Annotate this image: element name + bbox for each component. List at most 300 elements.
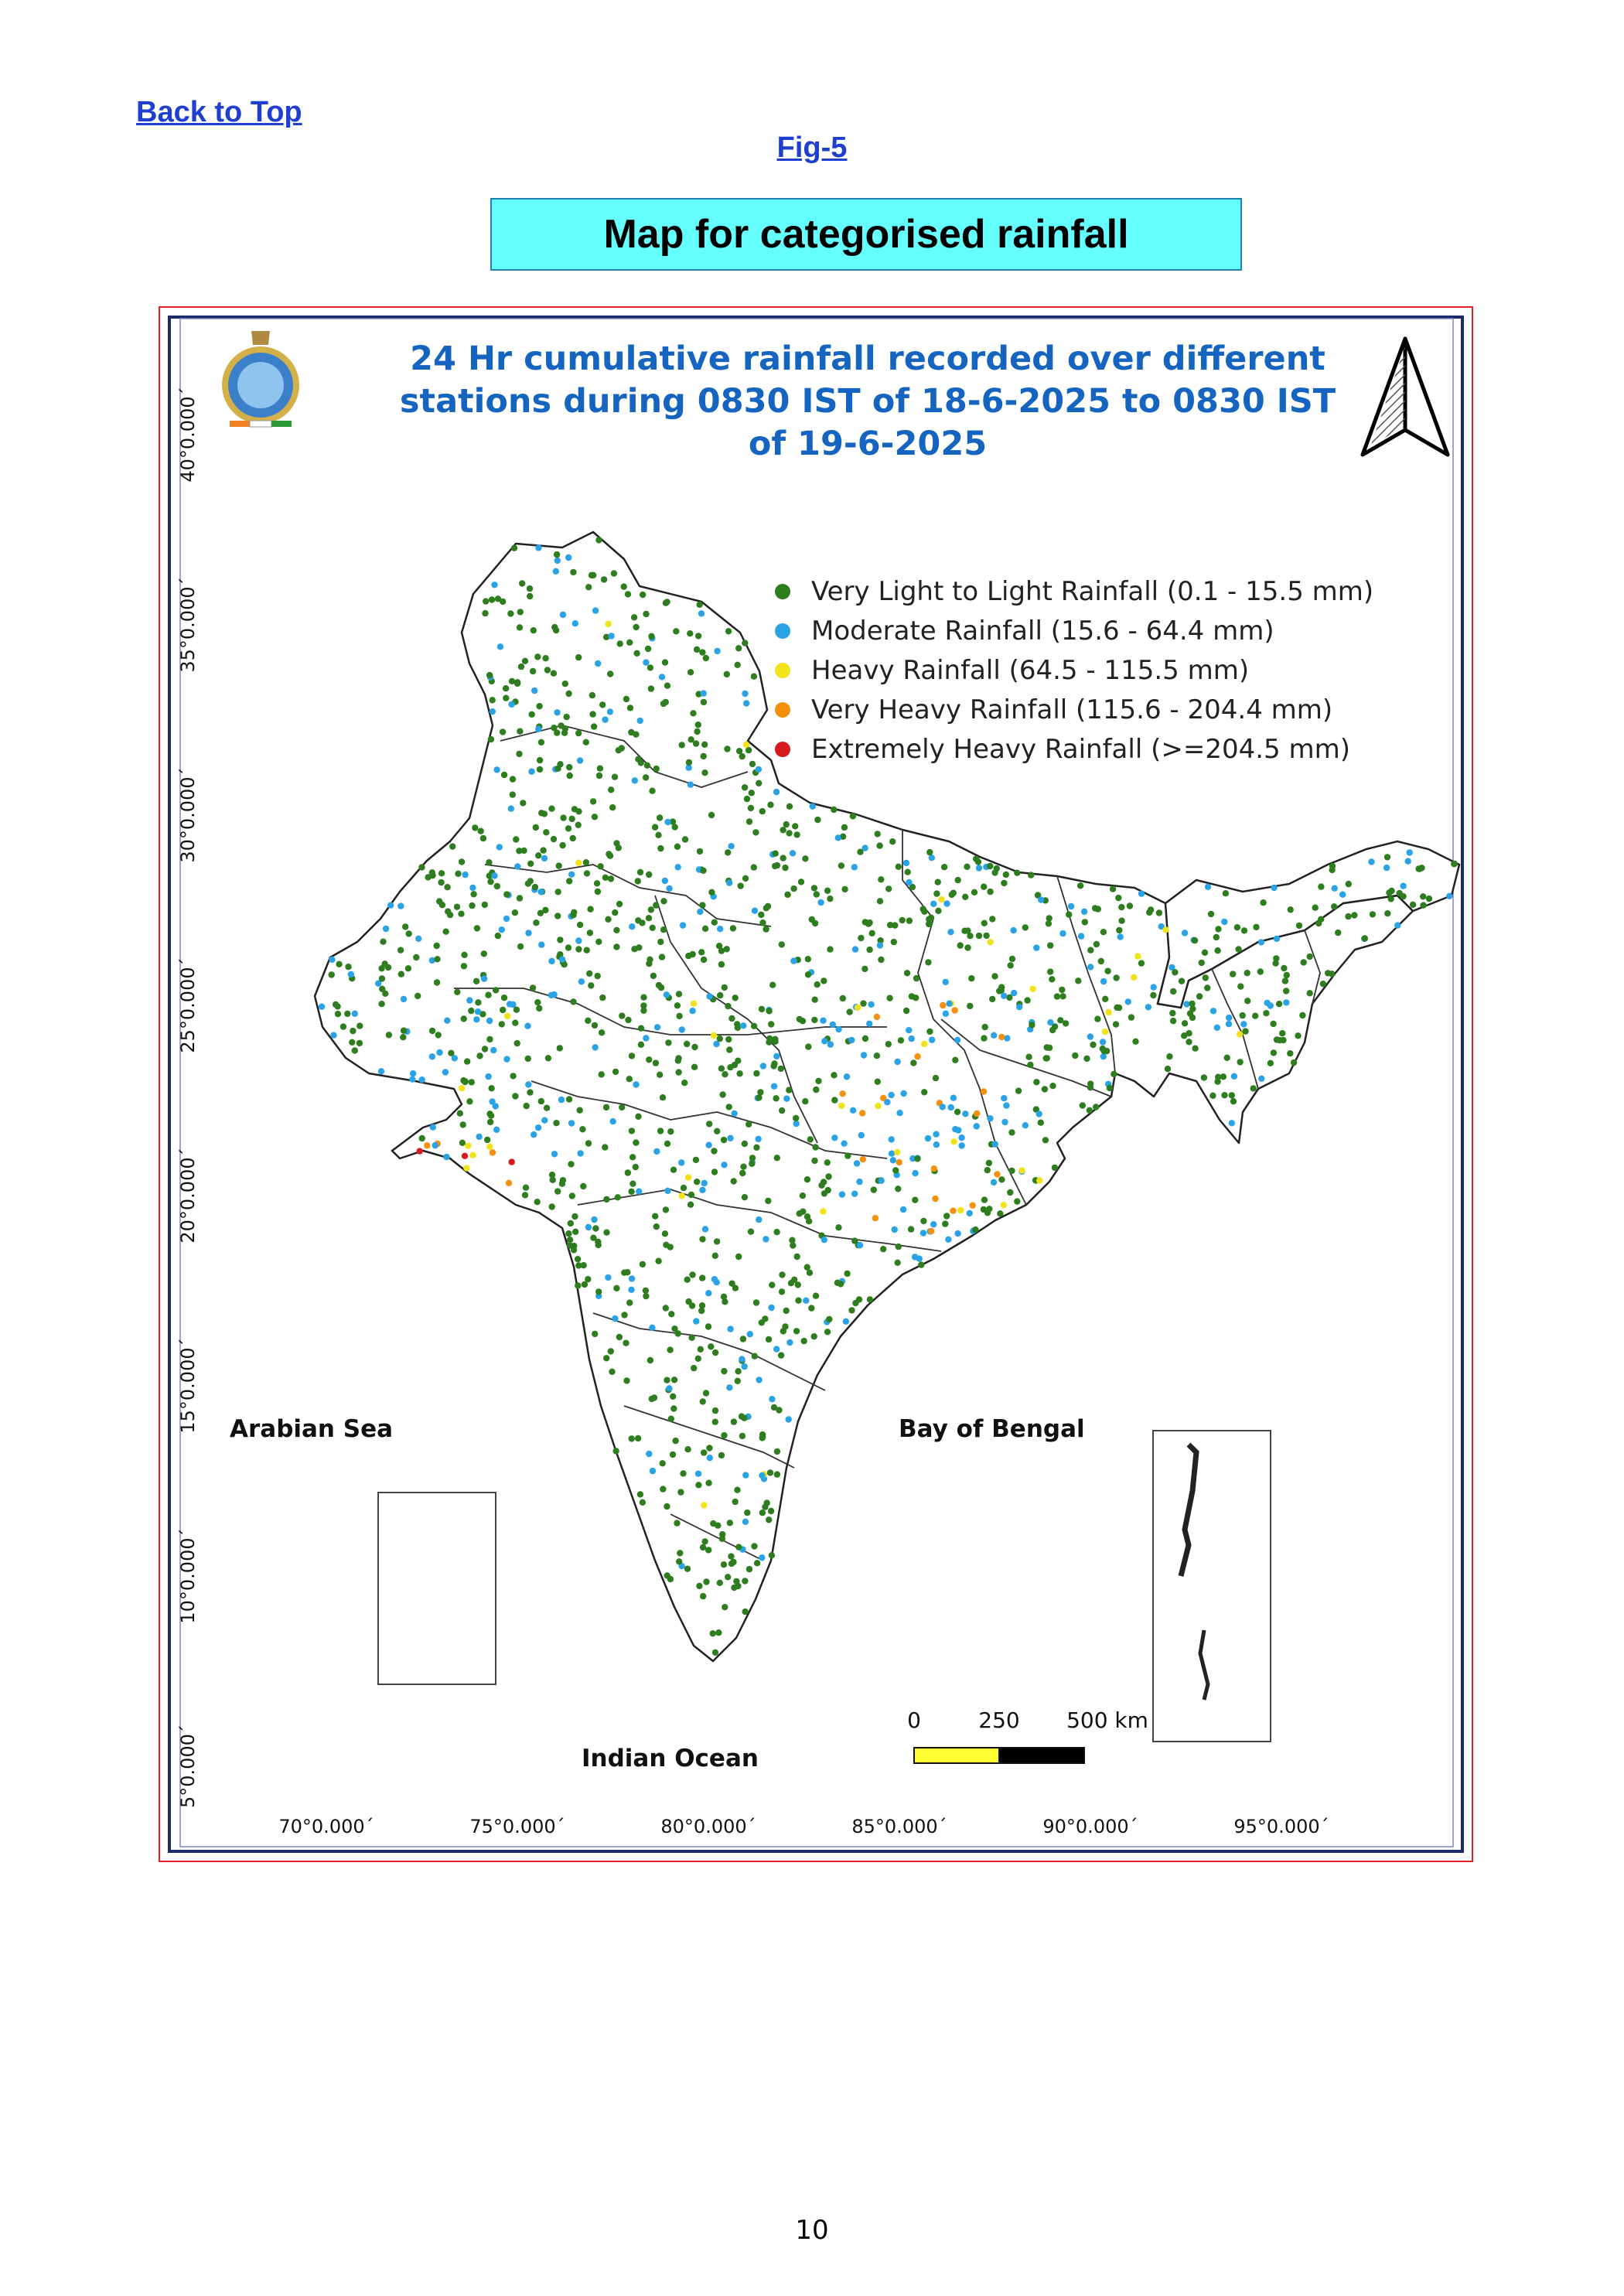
station-dot: [653, 902, 659, 908]
station-dot: [884, 1099, 890, 1105]
station-dot: [852, 1300, 858, 1306]
station-dot: [542, 655, 548, 661]
station-dot: [594, 880, 600, 886]
latitude-label: 10°0.000´: [177, 1528, 199, 1624]
station-dot: [1446, 893, 1452, 899]
station-dot: [508, 806, 514, 812]
station-dot: [940, 1002, 946, 1008]
station-dot: [688, 1192, 694, 1198]
station-dot: [906, 1027, 912, 1033]
station-dot: [514, 681, 520, 687]
station-dot: [747, 1331, 753, 1337]
station-dot: [850, 1107, 856, 1114]
station-dot: [740, 1022, 746, 1029]
station-dot: [567, 1242, 573, 1248]
station-dot: [877, 898, 883, 904]
station-dot: [1296, 923, 1302, 929]
station-dot: [429, 1053, 435, 1059]
station-dot: [597, 863, 603, 869]
station-dot: [481, 975, 487, 981]
station-dot: [1001, 1119, 1008, 1125]
station-dot: [566, 764, 572, 770]
station-dot: [681, 1185, 687, 1191]
station-dot: [1047, 968, 1053, 974]
station-dot: [774, 1155, 780, 1161]
station-dot: [1179, 978, 1185, 984]
station-dot: [462, 1153, 468, 1159]
station-dot: [967, 1003, 973, 1009]
station-dot: [734, 1021, 740, 1027]
station-dot: [736, 748, 742, 754]
station-dot: [1260, 899, 1266, 906]
station-dot: [744, 796, 750, 802]
station-dot: [514, 1040, 520, 1046]
scale-tick-250: 250: [978, 1708, 1020, 1733]
station-dot: [677, 1489, 684, 1495]
station-dot: [705, 1480, 711, 1486]
station-dot: [1008, 1129, 1015, 1135]
station-dot: [483, 598, 489, 604]
station-dot: [1287, 1050, 1293, 1056]
station-dot: [659, 674, 665, 680]
station-dot: [1182, 930, 1188, 936]
station-dot: [765, 1198, 771, 1204]
station-dot: [753, 1070, 759, 1076]
station-dot: [698, 610, 705, 616]
station-dot: [469, 1152, 476, 1158]
station-dot: [517, 728, 523, 735]
station-dot: [983, 933, 989, 939]
station-dot: [844, 1073, 850, 1080]
station-dot: [616, 747, 622, 753]
station-dot: [875, 1079, 881, 1085]
station-dot: [691, 1044, 698, 1050]
station-dot: [501, 994, 507, 1001]
station-dot: [1104, 968, 1111, 974]
station-dot: [640, 1499, 646, 1506]
station-dot: [676, 991, 682, 997]
station-dot: [820, 1208, 826, 1214]
station-dot: [839, 1191, 845, 1197]
station-dot: [517, 895, 523, 901]
station-dot: [759, 1554, 765, 1561]
station-dot: [643, 1035, 649, 1041]
station-dot: [826, 1316, 832, 1322]
station-dot: [1117, 933, 1124, 940]
station-dot: [904, 970, 910, 976]
latitude-label: 35°0.000´: [177, 577, 199, 673]
station-dot: [577, 757, 583, 763]
station-dot: [490, 708, 496, 715]
station-dot: [531, 1131, 537, 1138]
longitude-label: 80°0.000´: [660, 1816, 756, 1837]
station-dot: [559, 842, 565, 848]
longitude-label: 95°0.000´: [1233, 1816, 1329, 1837]
station-dot: [755, 1136, 761, 1142]
station-dot: [860, 1000, 866, 1006]
station-dot: [592, 607, 599, 613]
station-dot: [1223, 890, 1229, 896]
station-dot: [643, 1293, 649, 1299]
station-dot: [711, 919, 718, 926]
station-dot: [1156, 909, 1162, 916]
station-dot: [926, 1029, 933, 1035]
station-dot: [503, 891, 510, 897]
station-dot: [991, 973, 998, 979]
station-dot: [732, 1499, 739, 1505]
station-dot: [531, 627, 537, 633]
station-dot: [878, 876, 884, 882]
station-dot: [481, 950, 487, 957]
station-dot: [981, 1206, 987, 1213]
station-dot: [1081, 909, 1087, 915]
station-dot: [735, 645, 742, 651]
station-dot: [1276, 1001, 1282, 1007]
station-dot: [486, 1018, 493, 1024]
station-dot: [493, 1103, 499, 1109]
station-dot: [769, 1282, 775, 1288]
station-dot: [1199, 960, 1205, 966]
station-dot: [571, 806, 578, 812]
station-dot: [732, 994, 739, 1001]
station-dot: [625, 1169, 631, 1175]
station-dot: [712, 1650, 718, 1656]
station-dot: [725, 1036, 732, 1042]
station-dot: [700, 868, 706, 874]
station-dot: [534, 653, 541, 660]
station-dot: [648, 633, 654, 640]
station-dot: [693, 1318, 699, 1324]
station-dot: [920, 1218, 926, 1224]
station-dot: [698, 949, 705, 955]
station-dot: [726, 880, 732, 886]
station-dot: [735, 1254, 742, 1260]
station-dot: [486, 672, 493, 678]
station-dot: [694, 1179, 700, 1185]
station-dot: [712, 1419, 718, 1425]
station-dot: [968, 975, 974, 981]
station-dot: [557, 761, 563, 767]
station-dot: [589, 711, 595, 717]
station-dot: [469, 885, 476, 891]
station-dot: [766, 1038, 773, 1044]
station-dot: [756, 766, 762, 773]
station-dot: [378, 1068, 384, 1074]
station-dot: [588, 982, 594, 988]
station-dot: [905, 869, 911, 875]
latitude-label: 40°0.000´: [177, 387, 199, 483]
station-dot: [759, 808, 766, 814]
station-dot: [584, 947, 590, 954]
station-dot: [648, 906, 654, 913]
station-dot: [635, 1435, 641, 1441]
station-dot: [827, 1041, 834, 1047]
station-dot: [981, 920, 988, 926]
station-dot: [1092, 905, 1098, 911]
station-dot: [717, 1580, 723, 1586]
station-dot: [612, 909, 618, 916]
station-dot: [748, 1229, 754, 1235]
station-dot: [1080, 1102, 1086, 1108]
station-dot: [1351, 912, 1357, 918]
station-dot: [537, 757, 543, 763]
station-dot: [742, 1472, 749, 1478]
station-dot: [575, 654, 582, 660]
station-dot: [906, 879, 912, 885]
station-dot: [462, 1078, 469, 1084]
station-dot: [553, 1120, 559, 1126]
station-dot: [425, 874, 431, 880]
station-dot: [513, 1007, 520, 1013]
station-dot: [1052, 1165, 1058, 1171]
station-dot: [998, 1176, 1005, 1182]
station-dot: [889, 1136, 895, 1142]
station-dot: [1105, 1009, 1111, 1015]
station-dot: [772, 1039, 778, 1045]
station-dot: [497, 643, 503, 650]
station-dot: [1063, 1020, 1069, 1026]
station-dot: [430, 1124, 436, 1130]
station-dot: [1014, 1198, 1020, 1204]
station-dot: [811, 885, 817, 891]
station-dot: [964, 864, 970, 870]
station-dot: [896, 1110, 902, 1116]
station-dot: [841, 1141, 847, 1147]
station-dot: [851, 1191, 858, 1197]
station-dot: [880, 1246, 886, 1252]
station-dot: [538, 739, 544, 745]
station-dot: [461, 952, 467, 958]
station-dot: [743, 742, 749, 748]
station-dot: [946, 1001, 952, 1007]
station-dot: [444, 1018, 450, 1024]
station-dot: [701, 957, 707, 963]
station-dot: [1201, 1074, 1207, 1080]
station-dot: [1087, 1107, 1093, 1114]
longitude-label: 75°0.000´: [469, 1816, 565, 1837]
station-dot: [603, 1355, 609, 1361]
station-dot: [721, 1432, 727, 1438]
station-dot: [717, 926, 723, 932]
station-dot: [855, 1005, 861, 1011]
station-dot: [572, 1229, 578, 1235]
station-dot: [957, 1207, 964, 1213]
station-dot: [575, 730, 582, 736]
station-dot: [1192, 1046, 1198, 1052]
station-dot: [655, 1258, 661, 1264]
station-dot: [1426, 896, 1432, 902]
station-dot: [1252, 1013, 1258, 1019]
station-dot: [660, 926, 667, 933]
station-dot: [848, 1037, 855, 1043]
station-dot: [352, 1047, 358, 1053]
station-dot: [557, 936, 563, 943]
station-dot: [699, 902, 705, 908]
station-dot: [1029, 986, 1035, 992]
station-dot: [742, 1363, 748, 1370]
station-dot: [991, 1179, 997, 1186]
station-dot: [811, 1017, 817, 1023]
station-dot: [517, 624, 523, 630]
station-dot: [538, 1098, 544, 1104]
station-dot: [774, 1471, 780, 1477]
station-dot: [714, 1128, 720, 1134]
station-dot: [921, 1089, 927, 1095]
lakshadweep-inset: [378, 1493, 496, 1684]
station-dot: [768, 1508, 774, 1514]
station-dot: [664, 1188, 670, 1194]
station-dot: [500, 728, 506, 735]
station-dot: [813, 1087, 819, 1093]
station-dot: [466, 997, 473, 1003]
station-dot: [1059, 930, 1066, 936]
station-dot: [693, 1157, 699, 1163]
station-dot: [640, 1008, 647, 1014]
station-dot: [933, 890, 940, 896]
station-dot: [742, 640, 748, 646]
station-dot: [1208, 911, 1214, 917]
station-dot: [1022, 1122, 1029, 1128]
station-dot: [680, 1470, 686, 1476]
station-dot: [981, 1088, 987, 1094]
station-dot: [705, 1323, 711, 1329]
station-dot: [530, 668, 536, 674]
station-dot: [717, 992, 723, 998]
station-dot: [805, 1043, 811, 1049]
map-title-line-3: of 19-6-2025: [748, 425, 988, 463]
figure-link-text[interactable]: Fig-5: [776, 131, 848, 164]
station-dot: [660, 898, 667, 904]
station-dot: [458, 911, 464, 917]
station-dot: [591, 723, 597, 729]
station-dot: [824, 1159, 831, 1165]
station-dot: [1115, 895, 1121, 901]
station-dot: [522, 658, 528, 664]
station-dot: [1291, 1059, 1297, 1066]
station-dot: [1237, 983, 1244, 989]
station-dot: [742, 1578, 748, 1584]
station-dot: [726, 1104, 732, 1110]
station-dot: [1264, 1000, 1270, 1006]
station-dot: [684, 1277, 691, 1283]
station-dot: [459, 1085, 465, 1091]
station-dot: [616, 1334, 623, 1340]
station-dot: [657, 845, 664, 851]
station-dot: [954, 1037, 960, 1043]
station-dot: [671, 1325, 677, 1332]
station-dot: [1047, 1019, 1053, 1025]
station-dot: [513, 836, 519, 842]
station-dot: [1400, 883, 1406, 889]
station-dot: [1370, 911, 1376, 917]
station-dot: [867, 1296, 873, 1302]
station-dot: [643, 774, 649, 780]
station-dot: [410, 1070, 416, 1076]
station-dot: [436, 1049, 442, 1056]
station-dot: [662, 878, 668, 884]
station-dot: [714, 1238, 720, 1244]
station-dot: [706, 1121, 712, 1127]
station-dot: [1196, 993, 1203, 999]
station-dot: [476, 1134, 482, 1140]
station-dot: [687, 669, 694, 675]
station-dot: [415, 936, 421, 942]
station-dot: [580, 1183, 586, 1189]
station-dot: [590, 798, 596, 804]
station-dot: [487, 878, 493, 885]
station-dot: [812, 1144, 818, 1150]
latitude-label: 15°0.000´: [177, 1338, 199, 1434]
station-dot: [628, 1287, 634, 1293]
station-dot: [548, 806, 554, 812]
station-dot: [943, 900, 950, 906]
station-dot: [1131, 974, 1137, 981]
station-dot: [783, 1308, 790, 1314]
station-dot: [1202, 950, 1208, 956]
station-dot: [1038, 896, 1044, 902]
station-dot: [626, 1076, 633, 1082]
station-dot: [525, 1056, 531, 1062]
station-dot: [1307, 990, 1313, 996]
station-dot: [596, 773, 602, 779]
station-dot: [821, 1237, 827, 1243]
station-dot: [817, 899, 824, 906]
station-dot: [508, 701, 514, 708]
station-dot: [544, 667, 551, 673]
back-to-top-link[interactable]: Back to Top: [136, 96, 302, 128]
station-dot: [646, 1451, 652, 1457]
station-dot: [721, 1368, 727, 1374]
station-dot: [792, 823, 798, 829]
station-dot: [745, 747, 752, 753]
station-dot: [629, 1275, 635, 1281]
figure-label[interactable]: [0, 131, 1624, 165]
station-dot: [797, 1210, 803, 1216]
station-dot: [1384, 910, 1390, 916]
station-dot: [950, 1208, 956, 1214]
station-dot: [675, 1069, 681, 1075]
station-dot: [694, 728, 700, 735]
station-dot: [895, 1260, 901, 1266]
station-dot: [741, 1415, 747, 1421]
longitude-label: 70°0.000´: [278, 1816, 374, 1837]
station-dot: [728, 843, 734, 849]
station-dot: [700, 1593, 706, 1599]
station-dot: [790, 957, 797, 964]
station-dot: [406, 930, 412, 936]
station-dot: [1100, 929, 1107, 935]
station-dot: [908, 1226, 914, 1232]
station-dot: [814, 981, 821, 988]
station-dot: [801, 1338, 807, 1344]
station-dot: [1022, 924, 1029, 930]
station-dot: [504, 1013, 510, 1019]
station-dot: [976, 865, 982, 871]
station-dot: [677, 1550, 683, 1556]
station-dot: [553, 627, 559, 633]
station-dot: [681, 1080, 687, 1086]
station-dot: [1221, 1092, 1227, 1098]
station-dot: [756, 780, 762, 786]
station-dot: [469, 1079, 475, 1085]
station-dot: [891, 939, 897, 945]
station-dot: [991, 1032, 997, 1039]
station-dot: [610, 1118, 616, 1124]
station-dot: [728, 1015, 735, 1022]
station-dot: [790, 885, 797, 892]
station-dot: [668, 1416, 674, 1422]
station-dot: [635, 878, 641, 884]
